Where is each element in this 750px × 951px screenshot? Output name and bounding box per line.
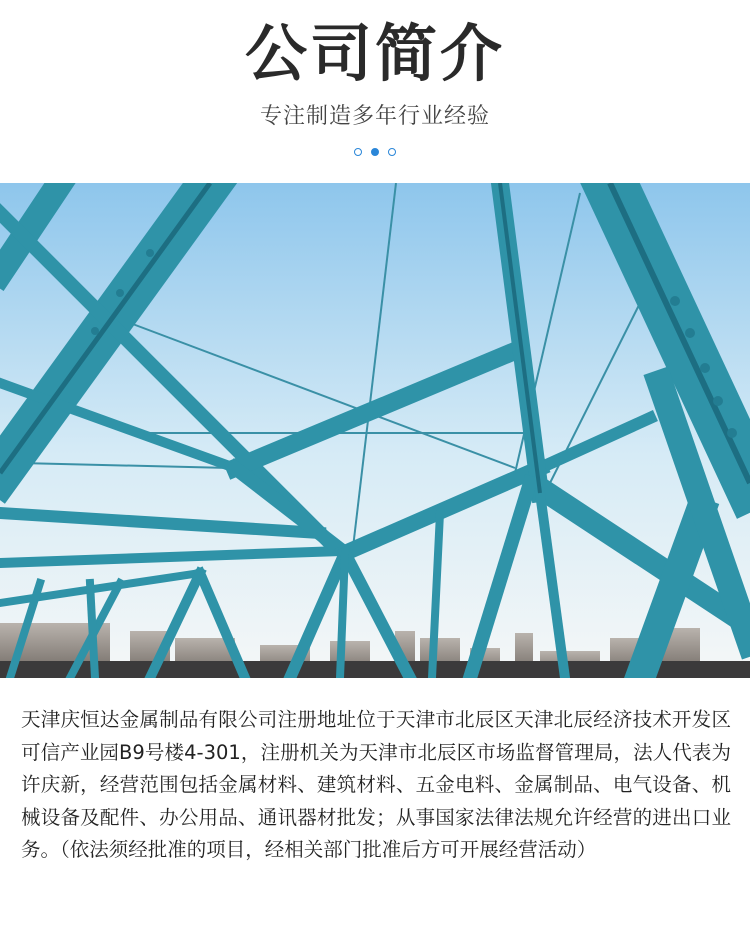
carousel-dot-1[interactable] <box>354 148 362 156</box>
carousel-dot-3[interactable] <box>388 148 396 156</box>
carousel-indicator <box>0 148 750 156</box>
carousel-dot-2[interactable] <box>371 148 379 156</box>
page-subtitle: 专注制造多年行业经验 <box>259 104 490 129</box>
page-title: 公司简介 <box>244 17 505 90</box>
header <box>0 0 750 183</box>
bridge-illustration <box>0 183 750 678</box>
bridge-photo <box>0 183 750 678</box>
company-description: 天津庆恒达金属制品有限公司注册地址位于天津市北辰区天津北辰经济技术开发区可信产业园B9号楼4-301，注册机关为天津市北辰区市场监督管理局，法人代表为许庆新，经营范围包括金属材料、建筑材料、五金电料、金属制品、电气设备、机械设备及配件、办公用品、通讯器材批发；从事国家法律法规允许经营的进出口业务。（依法须经批准的项目，经相关部门批准后方可开展经营活动） <box>21 708 731 862</box>
